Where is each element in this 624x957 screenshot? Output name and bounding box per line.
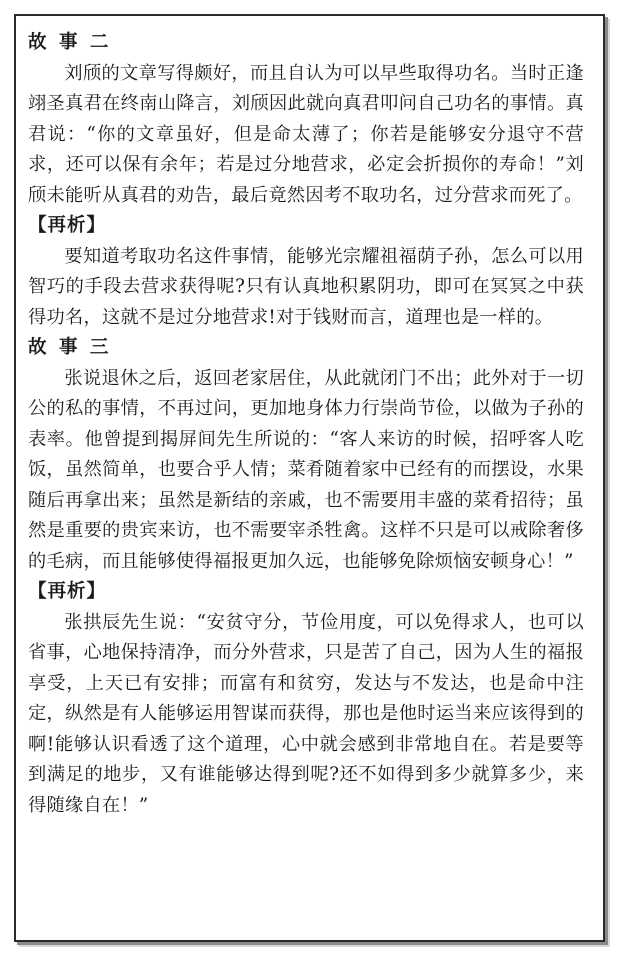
analysis-3-body: 张拱辰先生说：“安贫守分，节俭用度，可以免得求人，也可以省事，心地保持清净，而分外营求，只是苦了自己，因为人生的福报享受，上天已有安排；而富有和贫穷，发达与不发达，也是命中注定，纵然是有人能够运用智谋而获得，那也是他时运当来应该得到的啊!能够认识看透了这个道理，心中就会感到非常地自在。若是要等到满足的地步，又有谁能够达得到呢?还不如得到多少就算多少，来得随缘自在！” bbox=[28, 611, 584, 816]
document-content bbox=[28, 28, 584, 821]
story-2-body: 刘颀的文章写得颇好，而且自认为可以早些取得功名。当时正逢翊圣真君在终南山降言，刘颀因此就向真君叩问自己功名的事情。真君说：“你的文章虽好，但是命太薄了；你若是能够安分退守不营求，还可以保有余年；若是过分地营求，必定会折损你的寿命！”刘颀未能听从真君的劝告，最后竟然因考不取功名，过分营求而死了。 bbox=[28, 62, 584, 206]
story-3-title: 故 事 三 bbox=[28, 337, 112, 358]
story-2-title: 故 事 二 bbox=[28, 32, 112, 53]
analysis-2-body: 要知道考取功名这件事情，能够光宗耀祖福荫子孙，怎么可以用智巧的手段去营求获得呢?只有认真地积累阴功，即可在冥冥之中获得功名，这就不是过分地营求!对于钱财而言，道理也是一样的。 bbox=[28, 245, 584, 328]
analysis-2-title: 【再析】 bbox=[28, 215, 107, 236]
story-3-body: 张说退休之后，返回老家居住，从此就闭门不出；此外对于一切公的私的事情，不再过问，更加地身体力行崇尚节俭，以做为子孙的表率。他曾提到揭屏间先生所说的：“客人来访的时候，招呼客人吃饭，虽然简单，也要合乎人情；菜肴随着家中已经有的而摆设，水果随后再拿出来；虽然是新结的亲戚，也不需要用丰盛的菜肴招待；虽然是重要的贵宾来访，也不需要宰杀牲禽。这样不只是可以戒除奢侈的毛病，而且能够使得福报更加久远，也能够免除烦恼安顿身心！” bbox=[28, 367, 584, 572]
analysis-3-title: 【再析】 bbox=[28, 581, 107, 602]
